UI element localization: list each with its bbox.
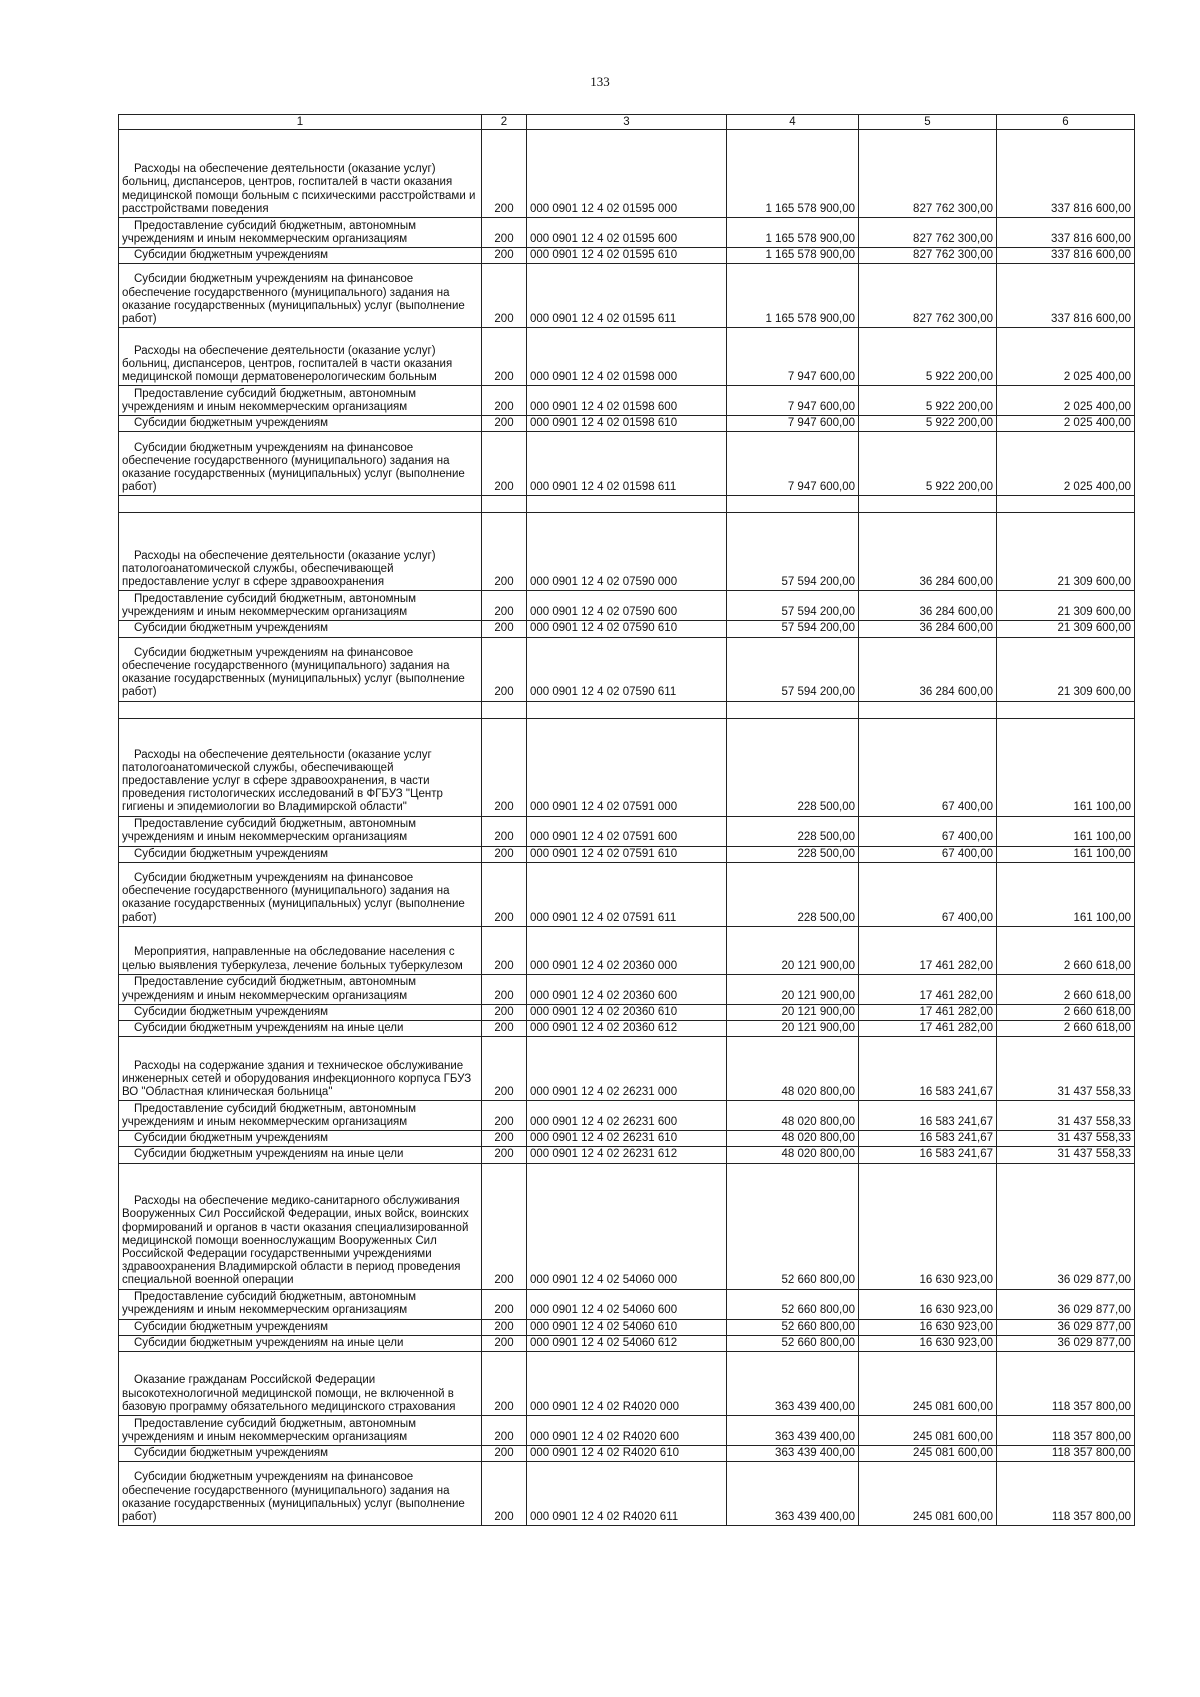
row-amount-col5: 67 400,00: [859, 862, 997, 926]
row-amount-col5: 827 762 300,00: [859, 248, 997, 264]
row-amount-total: 48 020 800,00: [727, 1147, 859, 1163]
table-row: [119, 1462, 1135, 1526]
row-amount-col5: 16 583 241,67: [859, 1147, 997, 1163]
column-number: 5: [859, 115, 997, 130]
row-classification-code: 000 0901 12 4 02 07590 600: [527, 591, 727, 621]
row-name: Предоставление субсидий бюджетным, автономным учреждениям и иным некоммерческим организациям: [119, 218, 482, 248]
row-name: Субсидии бюджетным учреждениям: [119, 1319, 482, 1335]
row-amount-col5: 16 630 923,00: [859, 1289, 997, 1319]
row-name: Субсидии бюджетным учреждениям: [119, 416, 482, 432]
row-name: Субсидии бюджетным учреждениям: [119, 621, 482, 637]
row-amount-col6: 31 437 558,33: [997, 1147, 1135, 1163]
row-amount-col5: 827 762 300,00: [859, 264, 997, 328]
row-grbs-code: 200: [482, 846, 527, 862]
row-grbs-code: 200: [482, 432, 527, 496]
table-row: [119, 1101, 1135, 1131]
table-row: [119, 1147, 1135, 1163]
row-name: Предоставление субсидий бюджетным, автономным учреждениям и иным некоммерческим организациям: [119, 1416, 482, 1446]
row-amount-col5: 245 081 600,00: [859, 1352, 997, 1416]
row-amount-col5: 5 922 200,00: [859, 416, 997, 432]
table-row: [119, 386, 1135, 416]
row-grbs-code: 200: [482, 1131, 527, 1147]
row-classification-code: 000 0901 12 4 02 R4020 610: [527, 1446, 727, 1462]
table-row: [119, 1037, 1135, 1101]
row-classification-code: 000 0901 12 4 02 20360 600: [527, 974, 727, 1004]
row-amount-col6: 36 029 877,00: [997, 1319, 1135, 1335]
row-amount-col6: 31 437 558,33: [997, 1131, 1135, 1147]
row-name: Оказание гражданам Российской Федерации высокотехнологичной медицинской помощи, не включенной в базовую программу обязательного медицинского страхования: [119, 1352, 482, 1416]
row-name: Расходы на содержание здания и техническое обслуживание инженерных сетей и оборудования инфекционного корпуса ГБУЗ ВО "Областная клиническая больница": [119, 1037, 482, 1101]
row-amount-col6: 2 660 618,00: [997, 974, 1135, 1004]
row-name: Расходы на обеспечение деятельности (оказание услуг) больниц, диспансеров, центров, госпиталей в части оказания медицинской помощи дерматовенерологическим больным: [119, 328, 482, 386]
row-classification-code: 000 0901 12 4 02 54060 612: [527, 1335, 727, 1351]
row-amount-total: 363 439 400,00: [727, 1416, 859, 1446]
row-grbs-code: 200: [482, 264, 527, 328]
row-amount-col5: 67 400,00: [859, 718, 997, 816]
empty-cell: [727, 496, 859, 513]
row-amount-col6: 36 029 877,00: [997, 1289, 1135, 1319]
row-classification-code: 000 0901 12 4 02 20360 612: [527, 1021, 727, 1037]
row-amount-col6: 2 025 400,00: [997, 386, 1135, 416]
row-name: Предоставление субсидий бюджетным, автономным учреждениям и иным некоммерческим организациям: [119, 386, 482, 416]
column-number-header: [119, 115, 1135, 130]
column-number: 1: [119, 115, 482, 130]
row-amount-col6: 337 816 600,00: [997, 218, 1135, 248]
table-row: [119, 1289, 1135, 1319]
row-classification-code: 000 0901 12 4 02 01595 600: [527, 218, 727, 248]
table-row: [119, 621, 1135, 637]
table-row: [119, 926, 1135, 974]
table-row: [119, 432, 1135, 496]
table-row: [119, 1416, 1135, 1446]
row-amount-col6: 161 100,00: [997, 862, 1135, 926]
row-amount-col6: 2 025 400,00: [997, 416, 1135, 432]
row-grbs-code: 200: [482, 926, 527, 974]
row-amount-col6: 36 029 877,00: [997, 1335, 1135, 1351]
row-amount-total: 7 947 600,00: [727, 386, 859, 416]
row-amount-col6: 2 660 618,00: [997, 926, 1135, 974]
row-amount-col6: 36 029 877,00: [997, 1163, 1135, 1289]
row-name: Субсидии бюджетным учреждениям: [119, 248, 482, 264]
row-amount-total: 1 165 578 900,00: [727, 130, 859, 218]
row-amount-col6: 337 816 600,00: [997, 264, 1135, 328]
row-amount-col5: 827 762 300,00: [859, 130, 997, 218]
row-name: Расходы на обеспечение деятельности (оказание услуг патологоанатомической службы, обеспечивающей предоставление услуг в сфере здравоохранения, в части проведения гистологических исследований в ФГБУЗ "Центр гигиены и эпидемиологии во Владимирской области": [119, 718, 482, 816]
row-grbs-code: 200: [482, 621, 527, 637]
row-classification-code: 000 0901 12 4 02 20360 610: [527, 1004, 727, 1020]
row-amount-col5: 16 583 241,67: [859, 1037, 997, 1101]
row-amount-total: 1 165 578 900,00: [727, 264, 859, 328]
row-classification-code: 000 0901 12 4 02 07590 610: [527, 621, 727, 637]
row-name: Предоставление субсидий бюджетным, автономным учреждениям и иным некоммерческим организациям: [119, 591, 482, 621]
table-row: [119, 1021, 1135, 1037]
row-grbs-code: 200: [482, 1352, 527, 1416]
row-amount-col5: 17 461 282,00: [859, 926, 997, 974]
row-grbs-code: 200: [482, 974, 527, 1004]
row-classification-code: 000 0901 12 4 02 01598 610: [527, 416, 727, 432]
row-amount-total: 228 500,00: [727, 718, 859, 816]
row-amount-total: 7 947 600,00: [727, 416, 859, 432]
row-classification-code: 000 0901 12 4 02 01598 611: [527, 432, 727, 496]
row-classification-code: 000 0901 12 4 02 01598 000: [527, 328, 727, 386]
row-amount-col6: 31 437 558,33: [997, 1101, 1135, 1131]
budget-table: [118, 114, 1135, 1526]
table-row: [119, 218, 1135, 248]
row-name: Субсидии бюджетным учреждениям на финансовое обеспечение государственного (муниципального) задания на оказание государственных (муниципальных) услуг (выполнение работ): [119, 432, 482, 496]
column-number: 4: [727, 115, 859, 130]
row-amount-total: 20 121 900,00: [727, 1004, 859, 1020]
row-amount-col6: 21 309 600,00: [997, 621, 1135, 637]
row-classification-code: 000 0901 12 4 02 07591 600: [527, 816, 727, 846]
row-amount-col6: 2 660 618,00: [997, 1021, 1135, 1037]
row-amount-total: 7 947 600,00: [727, 328, 859, 386]
row-name: Предоставление субсидий бюджетным, автономным учреждениям и иным некоммерческим организациям: [119, 974, 482, 1004]
row-amount-total: 52 660 800,00: [727, 1319, 859, 1335]
row-grbs-code: 200: [482, 862, 527, 926]
row-grbs-code: 200: [482, 1319, 527, 1335]
table-row: [119, 513, 1135, 591]
row-amount-total: 228 500,00: [727, 846, 859, 862]
table-row: [119, 816, 1135, 846]
table-row: [119, 862, 1135, 926]
empty-cell: [997, 701, 1135, 718]
row-classification-code: 000 0901 12 4 02 54060 610: [527, 1319, 727, 1335]
row-grbs-code: 200: [482, 1101, 527, 1131]
row-amount-col6: 118 357 800,00: [997, 1462, 1135, 1526]
row-amount-total: 57 594 200,00: [727, 621, 859, 637]
row-amount-col5: 5 922 200,00: [859, 432, 997, 496]
row-amount-col5: 245 081 600,00: [859, 1416, 997, 1446]
row-grbs-code: 200: [482, 386, 527, 416]
row-amount-col6: 161 100,00: [997, 846, 1135, 862]
row-amount-col5: 36 284 600,00: [859, 513, 997, 591]
row-amount-col5: 17 461 282,00: [859, 1004, 997, 1020]
row-amount-col5: 245 081 600,00: [859, 1446, 997, 1462]
row-amount-col6: 21 309 600,00: [997, 637, 1135, 701]
row-classification-code: 000 0901 12 4 02 01595 000: [527, 130, 727, 218]
row-classification-code: 000 0901 12 4 02 26231 610: [527, 1131, 727, 1147]
row-amount-total: 363 439 400,00: [727, 1446, 859, 1462]
row-name: Субсидии бюджетным учреждениям на финансовое обеспечение государственного (муниципального) задания на оказание государственных (муниципальных) услуг (выполнение работ): [119, 862, 482, 926]
table-row: [119, 591, 1135, 621]
row-amount-col5: 17 461 282,00: [859, 1021, 997, 1037]
empty-cell: [997, 496, 1135, 513]
row-grbs-code: 200: [482, 1004, 527, 1020]
row-grbs-code: 200: [482, 218, 527, 248]
table-row: [119, 974, 1135, 1004]
row-classification-code: 000 0901 12 4 02 07590 000: [527, 513, 727, 591]
row-amount-total: 1 165 578 900,00: [727, 218, 859, 248]
row-amount-total: 52 660 800,00: [727, 1163, 859, 1289]
row-name: Субсидии бюджетным учреждениям на иные цели: [119, 1021, 482, 1037]
row-amount-total: 57 594 200,00: [727, 513, 859, 591]
row-amount-total: 20 121 900,00: [727, 1021, 859, 1037]
row-amount-col5: 67 400,00: [859, 816, 997, 846]
row-classification-code: 000 0901 12 4 02 07591 611: [527, 862, 727, 926]
row-amount-total: 52 660 800,00: [727, 1289, 859, 1319]
row-name: Субсидии бюджетным учреждениям на иные цели: [119, 1335, 482, 1351]
row-amount-total: 7 947 600,00: [727, 432, 859, 496]
row-amount-total: 48 020 800,00: [727, 1131, 859, 1147]
table-row: [119, 416, 1135, 432]
row-amount-col5: 36 284 600,00: [859, 637, 997, 701]
empty-cell: [527, 496, 727, 513]
empty-cell: [859, 701, 997, 718]
row-grbs-code: 200: [482, 130, 527, 218]
row-name: Предоставление субсидий бюджетным, автономным учреждениям и иным некоммерческим организациям: [119, 816, 482, 846]
row-amount-total: 52 660 800,00: [727, 1335, 859, 1351]
row-amount-col5: 245 081 600,00: [859, 1462, 997, 1526]
row-grbs-code: 200: [482, 1335, 527, 1351]
row-amount-total: 1 165 578 900,00: [727, 248, 859, 264]
row-amount-col5: 16 630 923,00: [859, 1335, 997, 1351]
row-classification-code: 000 0901 12 4 02 26231 600: [527, 1101, 727, 1131]
row-classification-code: 000 0901 12 4 02 01595 611: [527, 264, 727, 328]
table-row: [119, 248, 1135, 264]
row-amount-total: 363 439 400,00: [727, 1462, 859, 1526]
row-grbs-code: 200: [482, 816, 527, 846]
row-amount-col6: 21 309 600,00: [997, 591, 1135, 621]
row-amount-col6: 337 816 600,00: [997, 248, 1135, 264]
row-grbs-code: 200: [482, 637, 527, 701]
row-amount-total: 48 020 800,00: [727, 1037, 859, 1101]
row-grbs-code: 200: [482, 1446, 527, 1462]
table-row: [119, 718, 1135, 816]
row-amount-total: 57 594 200,00: [727, 637, 859, 701]
table-row: [119, 1319, 1135, 1335]
row-grbs-code: 200: [482, 1163, 527, 1289]
row-amount-col5: 36 284 600,00: [859, 621, 997, 637]
row-grbs-code: 200: [482, 328, 527, 386]
row-classification-code: 000 0901 12 4 02 07591 000: [527, 718, 727, 816]
row-amount-col6: 118 357 800,00: [997, 1352, 1135, 1416]
row-name: Расходы на обеспечение деятельности (оказание услуг) больниц, диспансеров, центров, госпиталей в части оказания медицинской помощи больным с психическими расстройствами и расстройствами поведения: [119, 130, 482, 218]
table-row: [119, 1131, 1135, 1147]
row-grbs-code: 200: [482, 1021, 527, 1037]
row-classification-code: 000 0901 12 4 02 54060 000: [527, 1163, 727, 1289]
row-amount-col6: 118 357 800,00: [997, 1416, 1135, 1446]
row-name: Субсидии бюджетным учреждениям на иные цели: [119, 1147, 482, 1163]
row-classification-code: 000 0901 12 4 02 20360 000: [527, 926, 727, 974]
row-name: Субсидии бюджетным учреждениям: [119, 1446, 482, 1462]
row-grbs-code: 200: [482, 1037, 527, 1101]
row-amount-col5: 16 583 241,67: [859, 1131, 997, 1147]
row-amount-col6: 2 025 400,00: [997, 328, 1135, 386]
row-amount-col6: 21 309 600,00: [997, 513, 1135, 591]
row-amount-col5: 5 922 200,00: [859, 328, 997, 386]
row-amount-col5: 827 762 300,00: [859, 218, 997, 248]
row-amount-col5: 16 583 241,67: [859, 1101, 997, 1131]
row-grbs-code: 200: [482, 718, 527, 816]
row-classification-code: 000 0901 12 4 02 07591 610: [527, 846, 727, 862]
row-amount-col5: 5 922 200,00: [859, 386, 997, 416]
row-amount-col5: 16 630 923,00: [859, 1319, 997, 1335]
empty-cell: [482, 701, 527, 718]
row-name: Субсидии бюджетным учреждениям: [119, 1131, 482, 1147]
row-classification-code: 000 0901 12 4 02 26231 000: [527, 1037, 727, 1101]
row-classification-code: 000 0901 12 4 02 26231 612: [527, 1147, 727, 1163]
row-classification-code: 000 0901 12 4 02 01595 610: [527, 248, 727, 264]
row-amount-total: 20 121 900,00: [727, 926, 859, 974]
row-amount-col6: 161 100,00: [997, 816, 1135, 846]
table-row: [119, 1335, 1135, 1351]
row-amount-col6: 118 357 800,00: [997, 1446, 1135, 1462]
column-number: 6: [997, 115, 1135, 130]
row-amount-total: 48 020 800,00: [727, 1101, 859, 1131]
row-grbs-code: 200: [482, 513, 527, 591]
row-amount-col6: 2 025 400,00: [997, 432, 1135, 496]
row-classification-code: 000 0901 12 4 02 54060 600: [527, 1289, 727, 1319]
table-row: [119, 1352, 1135, 1416]
row-name: Расходы на обеспечение медико-санитарного обслуживания Вооруженных Сил Российской Федерации, иных войск, воинских формирований и органов в части оказания специализированной медицинской помощи военнослужащим Вооруженных Сил Российской Федерации государственными учреждениями здравоохранения Владимирской области в период проведения специальной военной операции: [119, 1163, 482, 1289]
row-grbs-code: 200: [482, 248, 527, 264]
row-amount-total: 228 500,00: [727, 816, 859, 846]
table-row: [119, 846, 1135, 862]
row-name: Субсидии бюджетным учреждениям: [119, 846, 482, 862]
row-grbs-code: 200: [482, 416, 527, 432]
table-row: [119, 1004, 1135, 1020]
row-amount-col6: 161 100,00: [997, 718, 1135, 816]
empty-cell: [727, 701, 859, 718]
row-classification-code: 000 0901 12 4 02 R4020 000: [527, 1352, 727, 1416]
column-number: 2: [482, 115, 527, 130]
spacer-row: [119, 496, 1135, 513]
page-number: 133: [590, 74, 610, 89]
row-amount-col5: 36 284 600,00: [859, 591, 997, 621]
row-name: Субсидии бюджетным учреждениям на финансовое обеспечение государственного (муниципального) задания на оказание государственных (муниципальных) услуг (выполнение работ): [119, 637, 482, 701]
row-amount-col5: 67 400,00: [859, 846, 997, 862]
row-name: Мероприятия, направленные на обследование населения с целью выявления туберкулеза, лечение больных туберкулезом: [119, 926, 482, 974]
row-grbs-code: 200: [482, 591, 527, 621]
row-classification-code: 000 0901 12 4 02 01598 600: [527, 386, 727, 416]
row-name: Расходы на обеспечение деятельности (оказание услуг) патологоанатомической службы, обеспечивающей предоставление услуг в сфере здравоохранения: [119, 513, 482, 591]
row-grbs-code: 200: [482, 1416, 527, 1446]
row-name: Субсидии бюджетным учреждениям: [119, 1004, 482, 1020]
table-row: [119, 1446, 1135, 1462]
table-row: [119, 1163, 1135, 1289]
table-row: [119, 328, 1135, 386]
row-name: Субсидии бюджетным учреждениям на финансовое обеспечение государственного (муниципального) задания на оказание государственных (муниципальных) услуг (выполнение работ): [119, 1462, 482, 1526]
row-classification-code: 000 0901 12 4 02 R4020 611: [527, 1462, 727, 1526]
row-classification-code: 000 0901 12 4 02 R4020 600: [527, 1416, 727, 1446]
spacer-row: [119, 701, 1135, 718]
row-name: Субсидии бюджетным учреждениям на финансовое обеспечение государственного (муниципального) задания на оказание государственных (муниципальных) услуг (выполнение работ): [119, 264, 482, 328]
row-grbs-code: 200: [482, 1462, 527, 1526]
column-number: 3: [527, 115, 727, 130]
empty-cell: [482, 496, 527, 513]
row-grbs-code: 200: [482, 1289, 527, 1319]
row-amount-col5: 16 630 923,00: [859, 1163, 997, 1289]
empty-cell: [119, 496, 482, 513]
row-amount-total: 228 500,00: [727, 862, 859, 926]
row-amount-col6: 337 816 600,00: [997, 130, 1135, 218]
empty-cell: [527, 701, 727, 718]
empty-cell: [859, 496, 997, 513]
row-amount-total: 20 121 900,00: [727, 974, 859, 1004]
empty-cell: [119, 701, 482, 718]
row-name: Предоставление субсидий бюджетным, автономным учреждениям и иным некоммерческим организациям: [119, 1289, 482, 1319]
row-amount-col6: 2 660 618,00: [997, 1004, 1135, 1020]
table-row: [119, 264, 1135, 328]
row-grbs-code: 200: [482, 1147, 527, 1163]
table-row: [119, 130, 1135, 218]
row-amount-total: 57 594 200,00: [727, 591, 859, 621]
row-amount-total: 363 439 400,00: [727, 1352, 859, 1416]
table-row: [119, 637, 1135, 701]
row-amount-col5: 17 461 282,00: [859, 974, 997, 1004]
row-name: Предоставление субсидий бюджетным, автономным учреждениям и иным некоммерческим организациям: [119, 1101, 482, 1131]
row-amount-col6: 31 437 558,33: [997, 1037, 1135, 1101]
row-classification-code: 000 0901 12 4 02 07590 611: [527, 637, 727, 701]
